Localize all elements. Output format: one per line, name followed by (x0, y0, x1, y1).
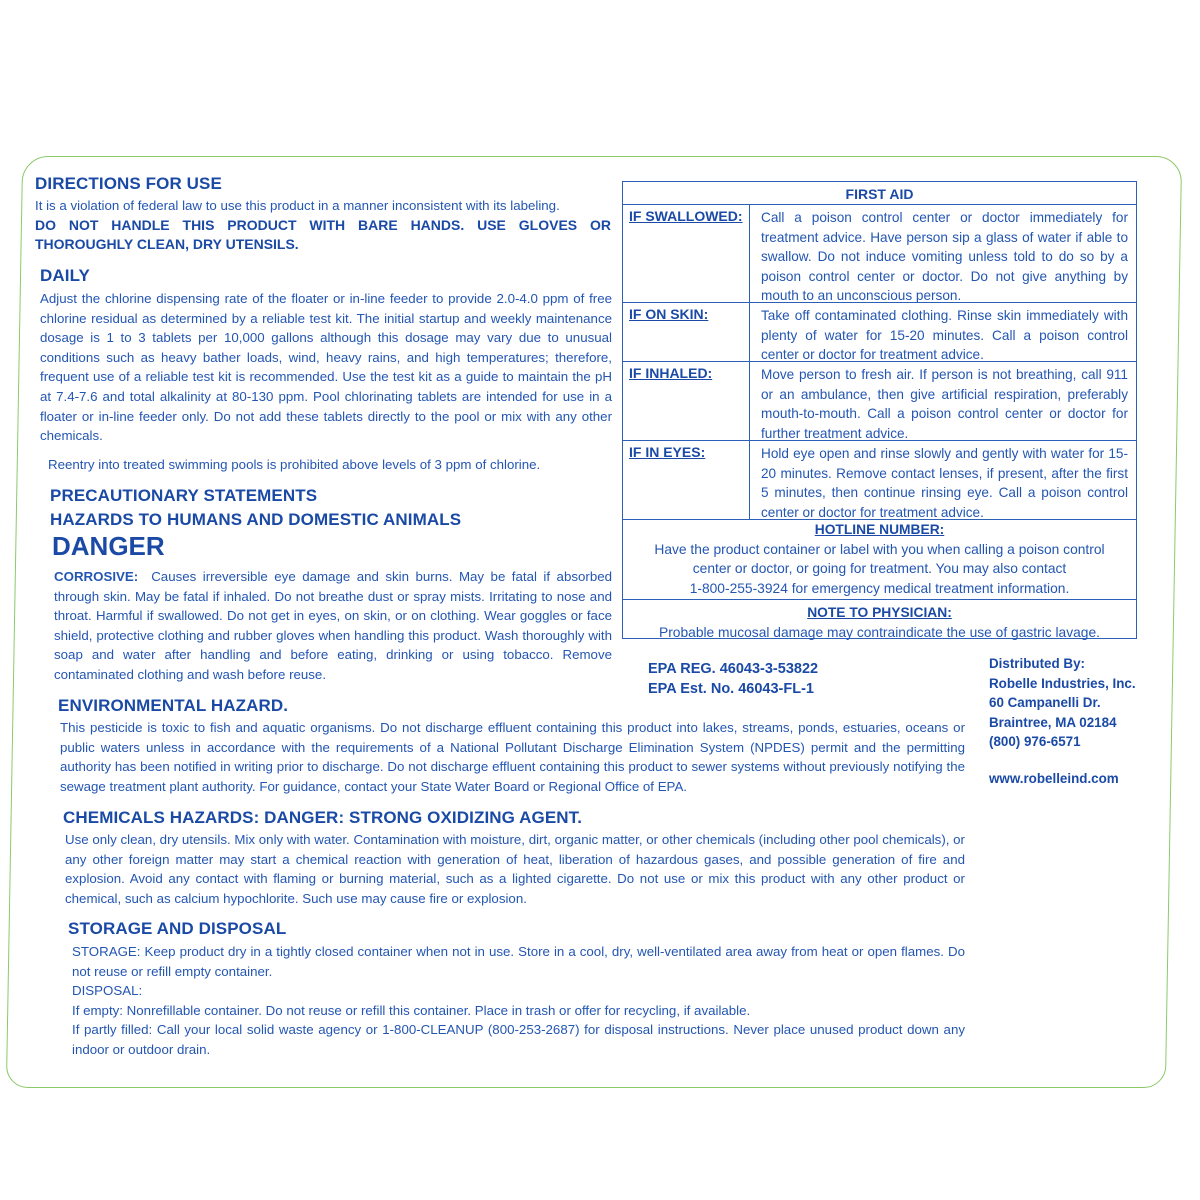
hotline-line2: center or doctor, or going for treatment. You may also contact (692, 561, 1067, 577)
hotline-title: HOTLINE NUMBER: (814, 522, 945, 537)
distributor-label: Distributed By: (989, 656, 1085, 671)
distributor-address2: Braintree, MA 02184 (989, 714, 1117, 730)
first-aid-text: Move person to fresh air. If person is not breathing, call 911 or an ambulance, then give artificial respiration, preferably mouth-to-mouth. Call a poison control center or doctor for further treatment advice. (761, 367, 1128, 441)
corrosive-label: CORROSIVE: (54, 569, 139, 584)
chemicals-title: CHEMICALS HAZARDS: DANGER: STRONG OXIDIZING AGENT. (63, 808, 583, 827)
hotline-line3: 1-800-255-3924 for emergency medical treatment information. (689, 580, 1070, 596)
physician-section (623, 599, 1136, 639)
epa-info (648, 659, 818, 699)
first-aid-text: Take off contaminated clothing. Rinse skin immediately with plenty of water for 15-20 minutes. Call a poison control center or doctor for treatment advice. (761, 308, 1128, 363)
directions-title: DIRECTIONS FOR USE (35, 174, 222, 193)
first-aid-row-inhaled (623, 361, 1136, 440)
directions-warning: DO NOT HANDLE THIS PRODUCT WITH BARE HANDS. USE GLOVES OR THOROUGHLY CLEAN, DRY UTENSILS. (35, 216, 611, 252)
precautionary-title: PRECAUTIONARY STATEMENTS (50, 486, 318, 505)
first-aid-label: IF ON SKIN: (629, 306, 709, 322)
disposal-if-empty: If empty: Nonrefillable container. Do not reuse or refill this container. Place in trash or offer for recycling, if available. (72, 1002, 751, 1018)
corrosive-text: Causes irreversible eye damage and skin burns. May be fatal if absorbed through skin. May be fatal if inhaled. Do not breathe dust or spray mists. Irritating to nose and throat. Harmful if swallowed. Do not get in eyes, on skin, or on clothing. Wear goggles or face shield, protective clothing and rubber gloves when handling this product. Wash thoroughly with soap and water after handling and before eating, drinking or using tobacco. Remove contaminated clothing and wash before reuse. (54, 569, 612, 682)
distributor-name: Robelle Industries, Inc. (989, 675, 1136, 691)
physician-text: Probable mucosal damage may contraindicate the use of gastric lavage. (659, 624, 1100, 640)
storage-text: STORAGE: Keep product dry in a tightly closed container when not in use. Store in a cool, dry, well-ventilated area away from heat or open flames. Do not reuse or refill empty container. (72, 944, 965, 979)
disposal-label: DISPOSAL: (72, 983, 143, 999)
first-aid-label: IF IN EYES: (629, 444, 706, 460)
first-aid-box (622, 181, 1137, 639)
disposal-if-partly: If partly filled: Call your local solid waste agency or 1-800-CLEANUP (800-253-2687) for disposal instructions. Never place unused product down any indoor or outdoor drain. (72, 1022, 965, 1057)
hotline-line1: Have the product container or label with you when calling a poison control (654, 541, 1105, 557)
daily-text: Adjust the chlorine dispensing rate of the floater or in-line feeder to provide 2.0-4.0 ppm of free chlorine residual as determined by a reliable test kit. The initial startup and weekly maintenance dosage is 1 to 3 tablets per 10,000 gallons although this dosage may vary due to unusual conditions such as heavy bather loads, wind, heavy rains, and high temperatures; therefore, frequent use of a reliable test kit is recommended. Use the test kit as a guide to maintain the pH at 7.4-7.6 and total alkalinity at 80-130 ppm. Pool chlorinating tablets are intended for use in a floater or in-line feeder only. Do not add these tablets directly to the pool or mix with any other chemicals. (40, 291, 612, 444)
first-aid-row-eyes (623, 440, 1136, 519)
distributor-info (989, 654, 1136, 789)
hazards-subtitle: HAZARDS TO HUMANS AND DOMESTIC ANIMALS (50, 510, 462, 529)
hotline-section (623, 519, 1136, 599)
corrosive-paragraph (54, 567, 612, 685)
first-aid-text: Call a poison control center or doctor immediately for treatment advice. Have person sip a glass of water if able to swallow. Do not induce vomiting unless told to do so by a poison control center or doctor. Do not give anything by mouth to an unconscious person. (761, 210, 1128, 304)
physician-title: NOTE TO PHYSICIAN: (807, 605, 952, 620)
distributor-website: www.robelleind.com (989, 770, 1119, 786)
first-aid-row-skin (623, 302, 1136, 361)
epa-est: EPA Est. No. 46043-FL-1 (648, 681, 814, 697)
chemicals-text: Use only clean, dry utensils. Mix only with water. Contamination with moisture, dirt, organic matter, or other chemicals (including other pool chemicals), or any other foreign matter may start a chemical reaction with generation of heat, liberation of hazardous gases, and possible generation of fire and explosion. Avoid any contact with flaming or burning material, such as a lighted cigarette. Do not use or mix this product with any other product or chemical, such as calcium hypochlorite. Such use may cause fire or explosion. (65, 832, 965, 906)
distributor-phone: (800) 976-6571 (989, 734, 1081, 750)
epa-reg: EPA REG. 46043-3-53822 (648, 661, 819, 677)
environmental-text: This pesticide is toxic to fish and aquatic organisms. Do not discharge effluent containing this product into lakes, streams, ponds, estuaries, oceans or public waters unless in accordance with the requirements of a National Pollutant Discharge Elimination System (NPDES) permit and the permitting authority has been notified in writing prior to discharge. Do not discharge effluent containing this product to sewer systems without previously notifying the sewage treatment plant authority. For guidance, contact your State Water Board or Regional Office of EPA. (60, 720, 965, 794)
storage-title: STORAGE AND DISPOSAL (68, 919, 287, 938)
reentry-text: Reentry into treated swimming pools is prohibited above levels of 3 ppm of chlorine. (48, 457, 541, 472)
first-aid-label: IF SWALLOWED: (629, 208, 743, 224)
first-aid-row-swallowed (623, 204, 1136, 302)
distributor-address1: 60 Campanelli Dr. (989, 695, 1101, 711)
environmental-title: ENVIRONMENTAL HAZARD. (58, 696, 289, 715)
first-aid-label: IF INHALED: (629, 365, 713, 381)
directions-line1: It is a violation of federal law to use this product in a manner inconsistent with its labeling. (35, 198, 560, 213)
storage-section (72, 942, 965, 1060)
danger-heading: DANGER (52, 531, 165, 561)
first-aid-text: Hold eye open and rinse slowly and gently with water for 15-20 minutes. Remove contact lenses, if present, after the first 5 minutes, then continue rinsing eye. Call a poison control center or doctor for treatment advice. (761, 446, 1128, 520)
first-aid-title: FIRST AID (845, 186, 914, 202)
daily-title: DAILY (40, 266, 90, 285)
directions-text (35, 196, 611, 254)
